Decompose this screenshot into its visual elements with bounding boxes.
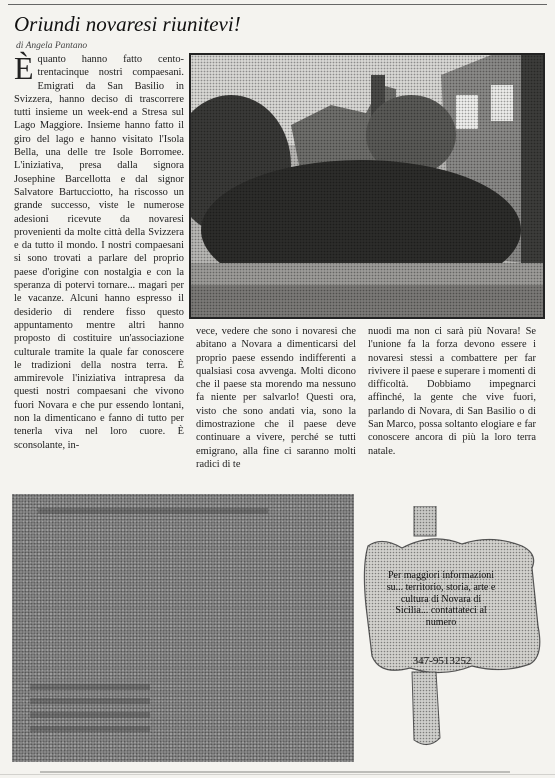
article-title: Oriundi novaresi riunitevi!: [14, 12, 241, 36]
scan-edge-marks: [0, 768, 555, 778]
panel-faint-line: [30, 698, 150, 704]
article-column-1: [14, 50, 184, 452]
panel-faint-line: [30, 684, 150, 690]
signpost-illustration: [362, 506, 548, 758]
sign-phone-number: 347-9513252: [412, 655, 472, 667]
column-1-text: quanto hanno fatto cento-trentacinque nostri compaesani. Emigrati da San Basilio in Svizzera, hanno deciso di trascorrere tutti insieme un week-end a Stresa sul Lago Maggiore. Insieme hanno fatto il giro del lago e hanno visitato l'Isola Bella, una delle tre Isole Borromee. L'iniziativa, presa dalla signora Josephine Barcellotta e dal signor Salvatore Bartucciotto, ha riscosso un grande successo, viste le numerose adesioni ricevute da novaresi provenienti da molte città della Svizzera e da tutto il mondo. I nostri compaesani si sono trovati a parlare del proprio paese d'origine con nostalgia e con la speranza di potervi tornare... magari per le vacanze. Alcuni hanno espresso il desiderio di rendere fisso questo appuntamento mentre altri hanno proposto di costituire un'associazione culturale tramite la quale far conoscere le tradizioni della nostra terra. È ammirevole l'iniziativa intrapresa da questi nostri compaesani che vivono fuori Novara e che pur essendo lontani, non la dimenticano e fanno di tutto per tenerla viva nel loro cuore. È sconsolante, in-: [14, 54, 184, 451]
drop-cap: È: [14, 50, 34, 86]
group-photo-illustration: [191, 55, 543, 317]
top-rule: [8, 4, 547, 5]
panel-faint-line: [38, 508, 268, 514]
article-column-2: vece, vedere che sono i novaresi che abitano a Novara a dimenticarsi del proprio paese essendo indifferenti a qualsiasi cosa avvenga. Molti dicono che il paese sta morendo ma nessuno fa niente per salvarlo! Questi ora, visto che sono andati via, sono la dimostrazione che il paese deve continuare a vivere, perché se tutti emigrano, alla fine ci saranno molti radici di te: [196, 326, 356, 470]
panel-faint-line: [30, 712, 150, 718]
group-photo: [189, 53, 545, 319]
halftone-panel: [12, 494, 354, 762]
article-byline: di Angela Pantano: [16, 41, 88, 51]
sign-info-text: Per maggiori informazioni su... territorio, storia, arte e cultura di Novara di Sicilia... contattateci al numero: [386, 570, 496, 629]
panel-faint-line: [30, 726, 150, 732]
article-column-3: nuodi ma non ci sarà più Novara! Se l'unione fa la forza devono essere i novaresi stessi a combattere per far rivivere il paese e superare i momenti di difficoltà. Dobbiamo impegnarci affinché, la gente che vive fuori, parlando di Novara, di San Basilio o di San Marco, possa soltanto elogiare e far conoscere ancora di più la loro terra natale.: [368, 326, 536, 457]
